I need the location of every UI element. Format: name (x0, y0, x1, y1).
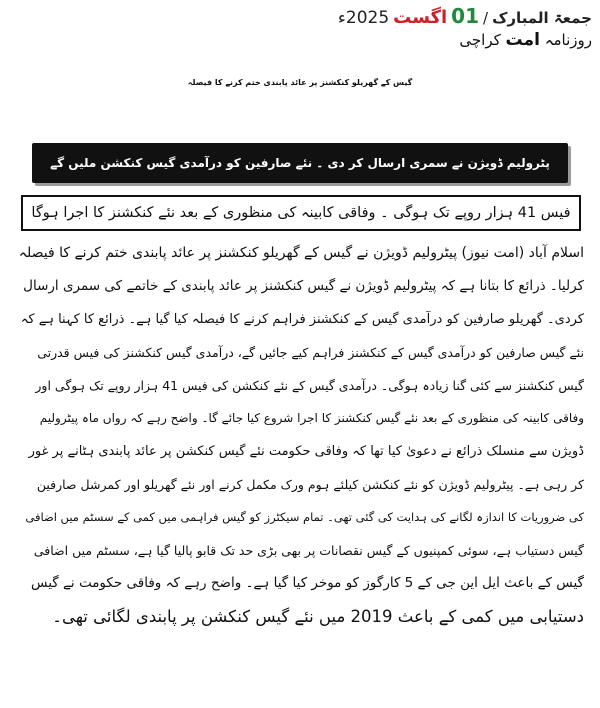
article-line: وفاقی کابینہ کی منظوری کے بعد نئے گیس کنکشنز کا اجرا شروع کیا جائے گا۔ واضح رہے کہ رواں ماہ پیٹرولیم (39, 411, 584, 425)
subheadline-bar (32, 143, 568, 183)
article-body (18, 237, 584, 633)
dateline-separator: / (483, 9, 489, 27)
newspaper-city: کراچی (459, 31, 501, 49)
dateline-year: 2025ء (337, 8, 390, 28)
subheadline-bar-text: پٹرولیم ڈویژن نے سمری ارسال کر دی ۔ نئے صارفین کو درآمدی گیس کنکشن ملیں گے (50, 156, 550, 170)
article-line: کردی۔ گھریلو صارفین کو درآمدی گیس کے کنکشنز فراہم کرنے کا فیصلہ کیا گیا ہے۔ ذرائع کا کہنا ہے کہ (20, 312, 584, 327)
article-line: گیس کے باعث ایل این جی کے 5 کارگوز کو موخر کیا گیا ہے۔ واضح رہے کہ وفاقی حکومت نے گیس (30, 575, 584, 591)
dateline (338, 4, 592, 28)
article-line: کرلیا۔ ذرائع کا بتانا ہے کہ پیٹرولیم ڈویژن نے گیس کنکشنز پر عائد پابندی کے خاتمے کی سمری ارسال (23, 278, 584, 294)
subheadline-box (21, 195, 581, 231)
article-line: نئے گیس صارفین کو درآمدی گیس کے کنکشنز فراہم کیے جائیں گے، درآمدی گیس کنکشنز کی فیس قدرتی (37, 345, 584, 360)
article-line: ڈویژن سے منسلک ذرائع نے دعویٰ کیا تھا کہ وفاقی حکومت نئے گیس کنکشن پر عائد پابندی ہٹانے پر غور (28, 444, 584, 459)
article-line: گیس دستیاب ہے، سوئی کمپنیوں کے گیس نقصانات پر بھی بڑی حد تک قابو پالیا گیا ہے، سسٹم میں اضافی (33, 543, 584, 558)
subheadline-box-text: فیس 41 ہزار روپے تک ہوگی ۔ وفاقی کابینہ کی منظوری کے بعد نئے کنکشنز کا اجرا ہوگا (31, 205, 571, 221)
dateline-date-number: 01 (451, 4, 479, 28)
article-line: کر رہی ہے۔ پیٹرولیم ڈویژن کو نئے کنکشن کیلئے ہوم ورک مکمل کرنے اور نئے گھریلو اور کمرشل صارفین (36, 477, 584, 492)
newspaper-brand: امت (505, 30, 540, 50)
article-line: کی ضروریات کا اندازہ لگانے کی ہدایت کی گئی تھی۔ تمام سیکٹرز کو گیس فراہمی میں کمی کے سسٹم میں اضافی (25, 510, 584, 524)
article-line: دستیابی میں کمی کے باعث 2019 میں نئے گیس کنکشن پر پابندی لگائی تھی۔ (52, 607, 584, 626)
article-line: گیس کنکشنز سے کئی گنا زیادہ ہوگی۔ درآمدی گیس کے نئے کنکشن کی فیس 41 ہزار روپے تک ہوگی اور (35, 378, 584, 393)
article-line: اسلام آباد (امت نیوز) پیٹرولیم ڈویژن نے گیس کے گھریلو کنکشنز پر عائد پابندی ختم کرنے کا فیصلہ (18, 245, 584, 261)
newspaper-prefix: روزنامہ (544, 31, 592, 49)
dateline-month: اگست (393, 7, 448, 28)
headline: گیس کے گھریلو کنکشنز پر عائد پابندی ختم کرنے کا فیصلہ (187, 78, 413, 87)
dateline-day: جمعۃ المبارک (492, 9, 592, 27)
newspaper-name (459, 30, 592, 50)
